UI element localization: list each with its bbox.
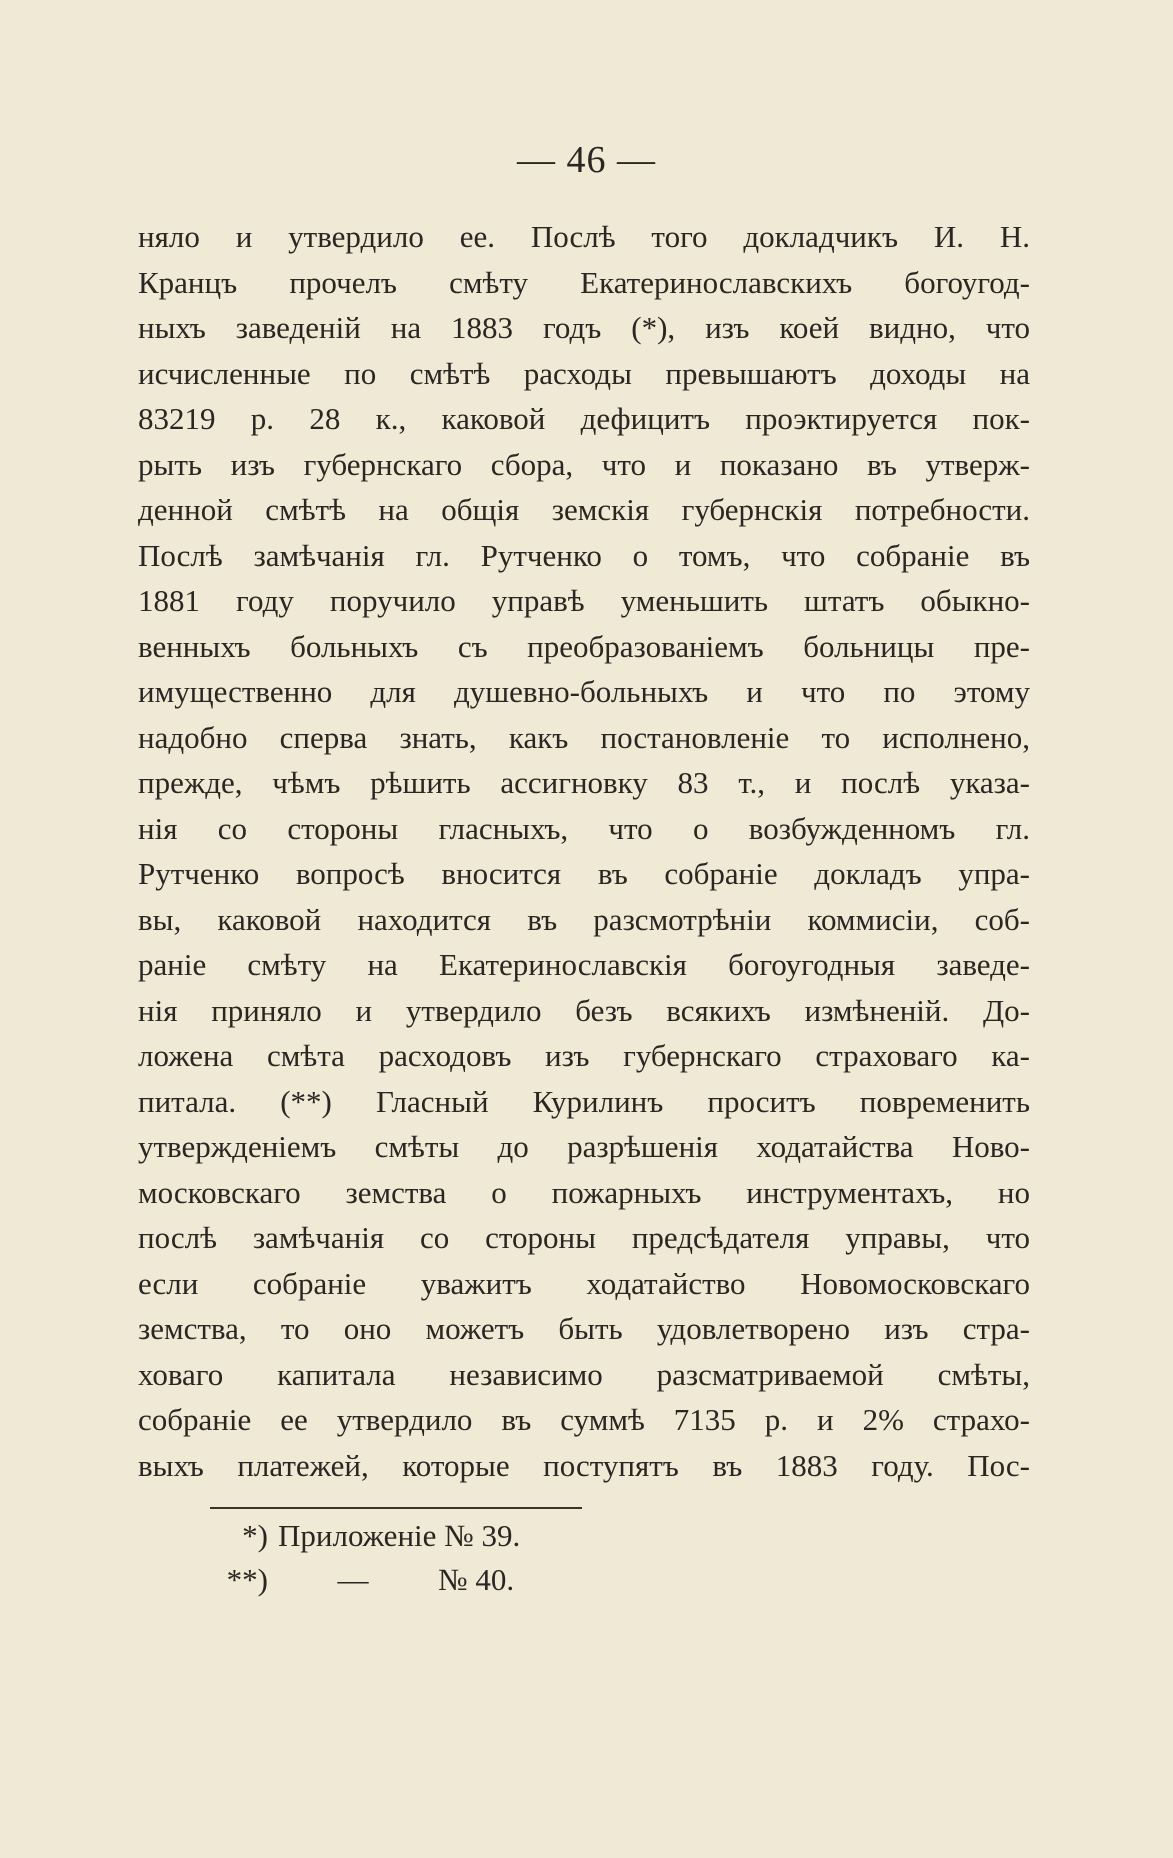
text-line: рыть изъ губернскаго сбора, что и показано въ утверж-	[138, 446, 1030, 482]
text-line: раніе смѣту на Екатеринославскія богоугодныя заведе-	[138, 947, 1030, 982]
footnote-2	[218, 1558, 718, 1602]
footnote-ditto-dash: —	[337, 1562, 369, 1597]
footnote-mark: *)	[242, 1518, 268, 1553]
text-line: Послѣ замѣчанія гл. Рутченко о томъ, что собраніе въ	[138, 537, 1030, 573]
footnote-divider	[210, 1507, 582, 1509]
text-line: 1881 году поручило управѣ уменьшить штатъ обыкно-	[138, 583, 1030, 618]
text-line: ховаго капитала независимо разсматриваемой смѣты,	[138, 1356, 1030, 1392]
text-line: надобно сперва знать, какъ постановленіе то исполнено,	[138, 719, 1030, 755]
body-text	[138, 214, 1030, 1488]
footnotes	[218, 1514, 718, 1602]
footnote-text: № 40.	[438, 1562, 515, 1597]
text-line: нія со стороны гласныхъ, что о возбужденномъ гл.	[138, 810, 1030, 846]
text-line: питала. (**) Гласный Курилинъ проситъ повременить	[138, 1083, 1030, 1119]
page-number: — 46 —	[517, 139, 656, 181]
text-line: выхъ платежей, которые поступятъ въ 1883 году. Пос-	[138, 1447, 1030, 1483]
text-line: собраніе ее утвердило въ суммѣ 7135 р. и 2% страхо-	[138, 1402, 1030, 1437]
text-line: московскаго земства о пожарныхъ инструментахъ, но	[138, 1174, 1030, 1210]
text-line: ныхъ заведеній на 1883 годъ (*), изъ коей видно, что	[138, 310, 1030, 345]
text-line: вы, каковой находится въ разсмотрѣніи коммисіи, соб-	[138, 901, 1030, 937]
text-line: имущественно для душевно-больныхъ и что по этому	[138, 674, 1030, 709]
text-line: венныхъ больныхъ съ преобразованіемъ больницы пре-	[138, 628, 1030, 664]
text-line: прежде, чѣмъ рѣшить ассигновку 83 т., и послѣ указа-	[138, 765, 1030, 800]
text-line: исчисленные по смѣтѣ расходы превышаютъ доходы на	[138, 355, 1030, 391]
text-line: денной смѣтѣ на общія земскія губернскія потребности.	[138, 492, 1030, 527]
text-line: послѣ замѣчанія со стороны предсѣдателя управы, что	[138, 1220, 1030, 1255]
text-line: утвержденіемъ смѣты до разрѣшенія ходатайства Ново-	[138, 1129, 1030, 1164]
text-line: если собраніе уважитъ ходатайство Новомосковскаго	[138, 1265, 1030, 1301]
footnote-mark: **)	[226, 1562, 268, 1597]
text-line: земства, то оно можетъ быть удовлетворено изъ стра-	[138, 1311, 1030, 1346]
footnote-text: Приложеніе № 39.	[278, 1518, 521, 1553]
text-line: Кранцъ прочелъ смѣту Екатеринославскихъ богоугод-	[138, 264, 1030, 300]
text-line: нія приняло и утвердило безъ всякихъ измѣненій. До-	[138, 992, 1030, 1028]
text-line: ложена смѣта расходовъ изъ губернскаго страховаго ка-	[138, 1038, 1030, 1073]
footnote-1	[218, 1514, 718, 1558]
text-line: Рутченко вопросѣ вносится въ собраніе докладъ упра-	[138, 856, 1030, 891]
text-line: 83219 р. 28 к., каковой дефицитъ проэктируется пок-	[138, 401, 1030, 436]
text-line: няло и утвердило ее. Послѣ того докладчикъ И. Н.	[138, 219, 1030, 254]
